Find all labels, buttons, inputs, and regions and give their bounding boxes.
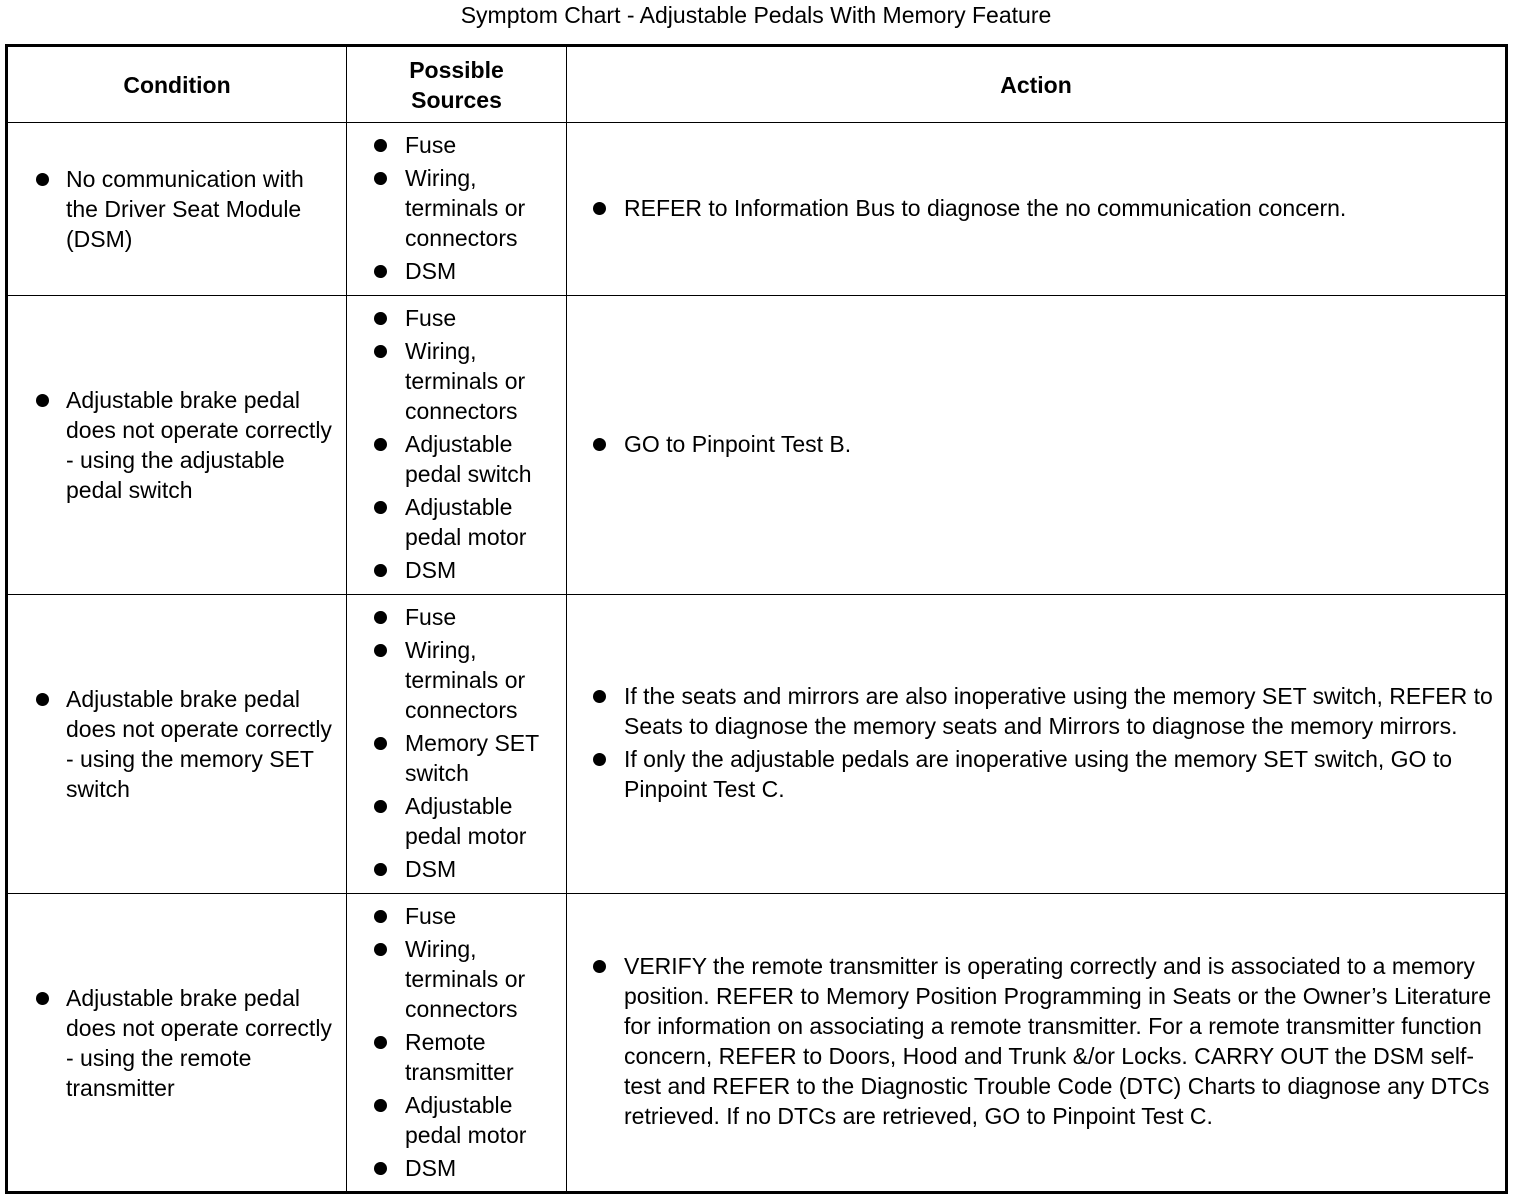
action-item: If only the adjustable pedals are inoperative using the memory SET switch, GO to Pinpoint Test C. <box>567 744 1505 804</box>
source-item: DSM <box>347 1153 566 1183</box>
sources-cell <box>347 123 567 296</box>
condition-cell <box>7 595 347 894</box>
table-row <box>7 296 1507 595</box>
action-cell <box>567 595 1507 894</box>
condition-cell <box>7 296 347 595</box>
symptom-chart-table <box>5 44 1508 1194</box>
condition-item: Adjustable brake pedal does not operate correctly - using the adjustable pedal switch <box>8 385 346 505</box>
sources-cell <box>347 296 567 595</box>
table-row <box>7 123 1507 296</box>
action-item: If the seats and mirrors are also inoperative using the memory SET switch, REFER to Seats to diagnose the memory seats and Mirrors to diagnose the memory mirrors. <box>567 681 1505 741</box>
action-item: VERIFY the remote transmitter is operating correctly and is associated to a memory position. REFER to Memory Position Programming in Seats or the Owner’s Literature for information on associating a remote transmitter. For a remote transmitter function concern, REFER to Doors, Hood and Trunk &/or Locks. CARRY OUT the DSM self-test and REFER to the Diagnostic Trouble Code (DTC) Charts to diagnose any DTCs retrieved. If no DTCs are retrieved, GO to Pinpoint Test C. <box>567 951 1505 1131</box>
source-item: Adjustable pedal motor <box>347 1090 566 1150</box>
source-item: Wiring, terminals or connectors <box>347 163 566 253</box>
condition-item: Adjustable brake pedal does not operate correctly - using the memory SET switch <box>8 684 346 804</box>
sources-cell <box>347 595 567 894</box>
action-cell <box>567 296 1507 595</box>
header-action: Action <box>567 46 1507 123</box>
source-item: DSM <box>347 854 566 884</box>
source-item: DSM <box>347 256 566 286</box>
condition-cell <box>7 123 347 296</box>
header-possible-sources <box>347 46 567 123</box>
source-item: Adjustable pedal switch <box>347 429 566 489</box>
source-item: Wiring, terminals or connectors <box>347 934 566 1024</box>
action-cell <box>567 894 1507 1193</box>
source-item: DSM <box>347 555 566 585</box>
action-item: GO to Pinpoint Test B. <box>567 429 1505 459</box>
header-condition: Condition <box>7 46 347 123</box>
source-item: Wiring, terminals or connectors <box>347 635 566 725</box>
condition-cell <box>7 894 347 1193</box>
source-item: Remote transmitter <box>347 1027 566 1087</box>
source-item: Fuse <box>347 602 566 632</box>
source-item: Wiring, terminals or connectors <box>347 336 566 426</box>
sources-cell <box>347 894 567 1193</box>
table-row <box>7 595 1507 894</box>
source-item: Fuse <box>347 901 566 931</box>
condition-item: No communication with the Driver Seat Module (DSM) <box>8 164 346 254</box>
source-item: Fuse <box>347 130 566 160</box>
condition-item: Adjustable brake pedal does not operate correctly - using the remote transmitter <box>8 983 346 1103</box>
source-item: Adjustable pedal motor <box>347 492 566 552</box>
source-item: Adjustable pedal motor <box>347 791 566 851</box>
source-item: Fuse <box>347 303 566 333</box>
source-item: Memory SET switch <box>347 728 566 788</box>
chart-title: Symptom Chart - Adjustable Pedals With Memory Feature <box>460 2 1052 28</box>
header-possible-sources-label: Possible Sources <box>409 56 504 113</box>
table-row <box>7 894 1507 1193</box>
header-row <box>7 46 1507 123</box>
action-item: REFER to Information Bus to diagnose the no communication concern. <box>567 193 1505 223</box>
action-cell <box>567 123 1507 296</box>
